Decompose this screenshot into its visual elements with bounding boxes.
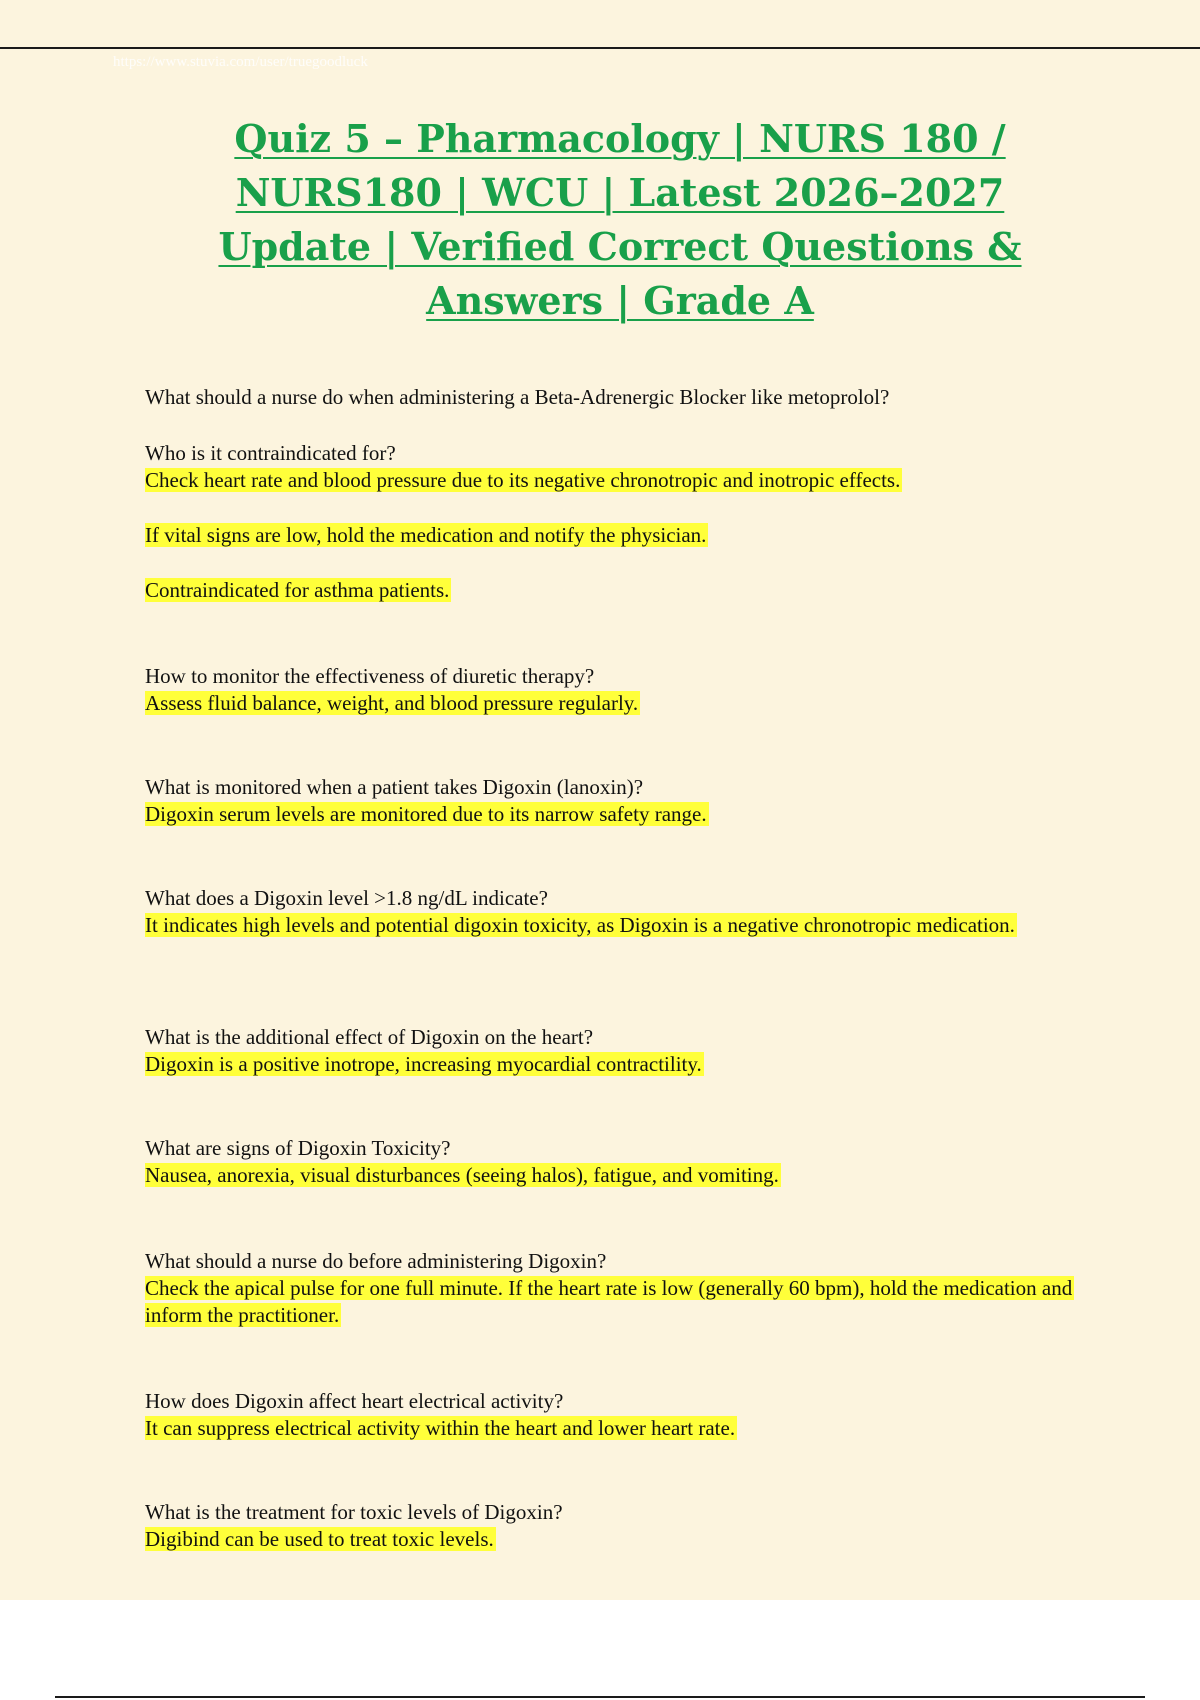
watermark-url: https://www.stuvia.com/user/truegoodluck	[113, 54, 368, 70]
question-text: What is the additional effect of Digoxin on the heart?	[145, 1025, 594, 1049]
title-line-3: Update | Verified Correct Questions &	[218, 224, 1022, 269]
answer-text: If vital signs are low, hold the medication and notify the physician.	[145, 523, 707, 547]
question-text: What should a nurse do when administering a Beta-Adrenergic Blocker like metoprolol?	[145, 385, 890, 409]
question-text: How to monitor the effectiveness of diuretic therapy?	[145, 664, 595, 688]
answer-text: Digoxin is a positive inotrope, increasing myocardial contractility.	[145, 1052, 702, 1076]
qa-item	[145, 1388, 1085, 1442]
qa-item	[145, 384, 1085, 604]
question-text: How does Digoxin affect heart electrical activity?	[145, 1389, 564, 1413]
question-text: What does a Digoxin level >1.8 ng/dL indicate?	[145, 886, 548, 910]
qa-item	[145, 1135, 1085, 1189]
answer-text: Check the apical pulse for one full minute. If the heart rate is low (generally 60 bpm), hold the medication and inform the practitioner.	[145, 1276, 1073, 1327]
header-rule	[0, 47, 1200, 49]
document-title	[150, 112, 1090, 328]
answer-text: Nausea, anorexia, visual disturbances (seeing halos), fatigue, and vomiting.	[145, 1163, 779, 1187]
question-text: What is monitored when a patient takes Digoxin (lanoxin)?	[145, 775, 644, 799]
qa-item	[145, 1248, 1085, 1329]
qa-item	[145, 774, 1085, 828]
title-line-1: Quiz 5 – Pharmacology | NURS 180 /	[234, 116, 1006, 161]
qa-item	[145, 1499, 1085, 1553]
qa-item	[145, 885, 1085, 939]
question-text: What should a nurse do before administering Digoxin?	[145, 1249, 607, 1273]
question-text: What are signs of Digoxin Toxicity?	[145, 1136, 451, 1160]
answer-text: Assess fluid balance, weight, and blood pressure regularly.	[145, 691, 639, 715]
answer-text: It indicates high levels and potential digoxin toxicity, as Digoxin is a negative chronotropic medication.	[145, 913, 1015, 937]
footer-rule	[55, 1696, 1145, 1698]
qa-item	[145, 1024, 1085, 1078]
answer-text: Contraindicated for asthma patients.	[145, 578, 450, 602]
answer-text: Check heart rate and blood pressure due to its negative chronotropic and inotropic effects.	[145, 468, 901, 492]
answer-text: Digoxin serum levels are monitored due to its narrow safety range.	[145, 802, 707, 826]
question-text: Who is it contraindicated for?	[145, 441, 396, 465]
title-line-2: NURS180 | WCU | Latest 2026–2027	[235, 170, 1005, 215]
title-line-4: Answers | Grade A	[426, 278, 814, 323]
answer-text: It can suppress electrical activity within the heart and lower heart rate.	[145, 1416, 736, 1440]
answer-text: Digibind can be used to treat toxic levels.	[145, 1527, 494, 1551]
question-text: What is the treatment for toxic levels of Digoxin?	[145, 1500, 563, 1524]
qa-item	[145, 663, 1085, 717]
